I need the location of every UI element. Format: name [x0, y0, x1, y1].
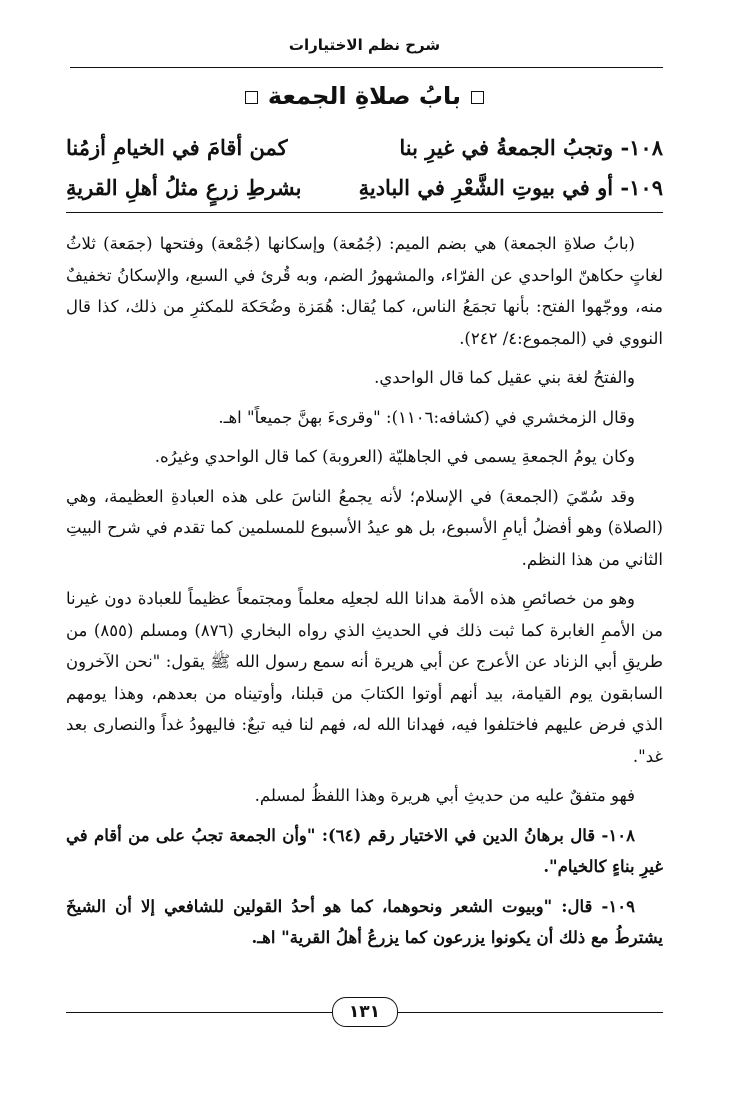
page-footer — [66, 997, 663, 1027]
paragraph-verse-108: ١٠٨- قال برهانُ الدين في الاختيار رقم (٦٤): "وأن الجمعة تجبُ على من أقام في غيرِ بناءٍ كالخيام". — [66, 825, 663, 876]
paragraph: وقد سُمّيَ (الجمعة) في الإسلام؛ لأنه يجمعُ الناسَ على هذه العبادةِ العظيمة، وهي (الصلاة) وهو أفضلُ أيامِ الأسبوع، بل هو عيدُ الأسبوع للمسلمين كما تقدم في شرح البيتِ الثاني من هذا النظم. — [66, 486, 663, 569]
verse-first-hemistich: ١٠٨- وتجبُ الجمعةُ في غيرِ بنا — [399, 135, 663, 160]
page-number: ١٣١ — [332, 997, 398, 1027]
square-ornament-icon — [471, 91, 484, 104]
chapter-heading — [0, 82, 729, 110]
header-rule — [70, 67, 663, 68]
verse-second-hemistich: بشرطِ زرعٍ مثلُ أهلِ القريةِ — [66, 175, 302, 200]
verse-line — [66, 128, 663, 168]
paragraph: وقال الزمخشري في (كشافه:١١٠٦): "وقرىءَ بهنَّ جميعاً" اهـ. — [218, 407, 635, 427]
verse-line — [66, 168, 663, 208]
paragraph: (بابُ صلاةِ الجمعة) هي بضم الميم: (جُمُعة) وإسكانها (جُمْعة) وفتحها (جمَعة) ثلاثُ لغاتٍ حكاهنّ الواحدي عن الفرّاء، والمشهورُ الضم، وبه قُرئ في السبع، والإسكانُ تخفيفٌ منه، ووجّهوا الفتح: بأنها تجمَعُ الناس، كما يُقال: هُمَزة وضُحَكة للمكثرِ من ذلك، كذا قال النووي في (المجموع:٤/ ٢٤٢). — [66, 234, 663, 348]
poem-verses — [66, 128, 663, 208]
commentary-body — [66, 228, 663, 962]
verse-second-hemistich: كمن أقامَ في الخيامِ أزمُنا — [66, 135, 288, 160]
paragraph: وهو من خصائصِ هذه الأمة هدانا الله لجعلِه معلماً ومجتمعاً عظيماً للعبادة دون غيرنا من الأممِ الغابرة كما ثبت ذلك في الحديثِ الذي رواه البخاري (٨٧٦) ومسلم (٨٥٥) من طريقِ أبي الزناد عن الأعرج عن أبي هريرة أنه سمع رسول الله ﷺ يقول: "نحن الآخرون السابقون يوم القيامة، بيد أنهم أوتوا الكتابَ من قبلنا، وأوتيناه من بعدهم، وهذا يومهم الذي فرض عليهم فاختلفوا فيه، فهدانا الله له، فهم لنا فيه تبعٌ: فاليهودُ غداً والنصارى بعد غد". — [66, 589, 663, 766]
paragraph: والفتحُ لغة بني عقيل كما قال الواحدي. — [374, 368, 635, 387]
paragraph: فهو متفقٌ عليه من حديثِ أبي هريرة وهذا اللفظُ لمسلم. — [254, 786, 635, 805]
chapter-title: بابُ صلاةِ الجمعة — [267, 82, 462, 110]
square-ornament-icon — [245, 91, 258, 104]
verse-first-hemistich: ١٠٩- أو في بيوتِ الشَّعْرِ في الباديةِ — [358, 175, 663, 200]
section-divider — [66, 212, 663, 213]
running-head: شرح نظم الاختيارات — [288, 36, 441, 54]
paragraph-verse-109: ١٠٩- قال: "وبيوت الشعر ونحوهما، كما هو أحدُ القولين للشافعي إلا أن الشيخَ يشترطُ مع ذلك أن يكونوا يزرعون كما يزرعُ أهلُ القرية" اهـ. — [66, 896, 663, 947]
paragraph: وكان يومُ الجمعةِ يسمى في الجاهليّة (العروبة) كما قال الواحدي وغيرُه. — [154, 447, 635, 466]
